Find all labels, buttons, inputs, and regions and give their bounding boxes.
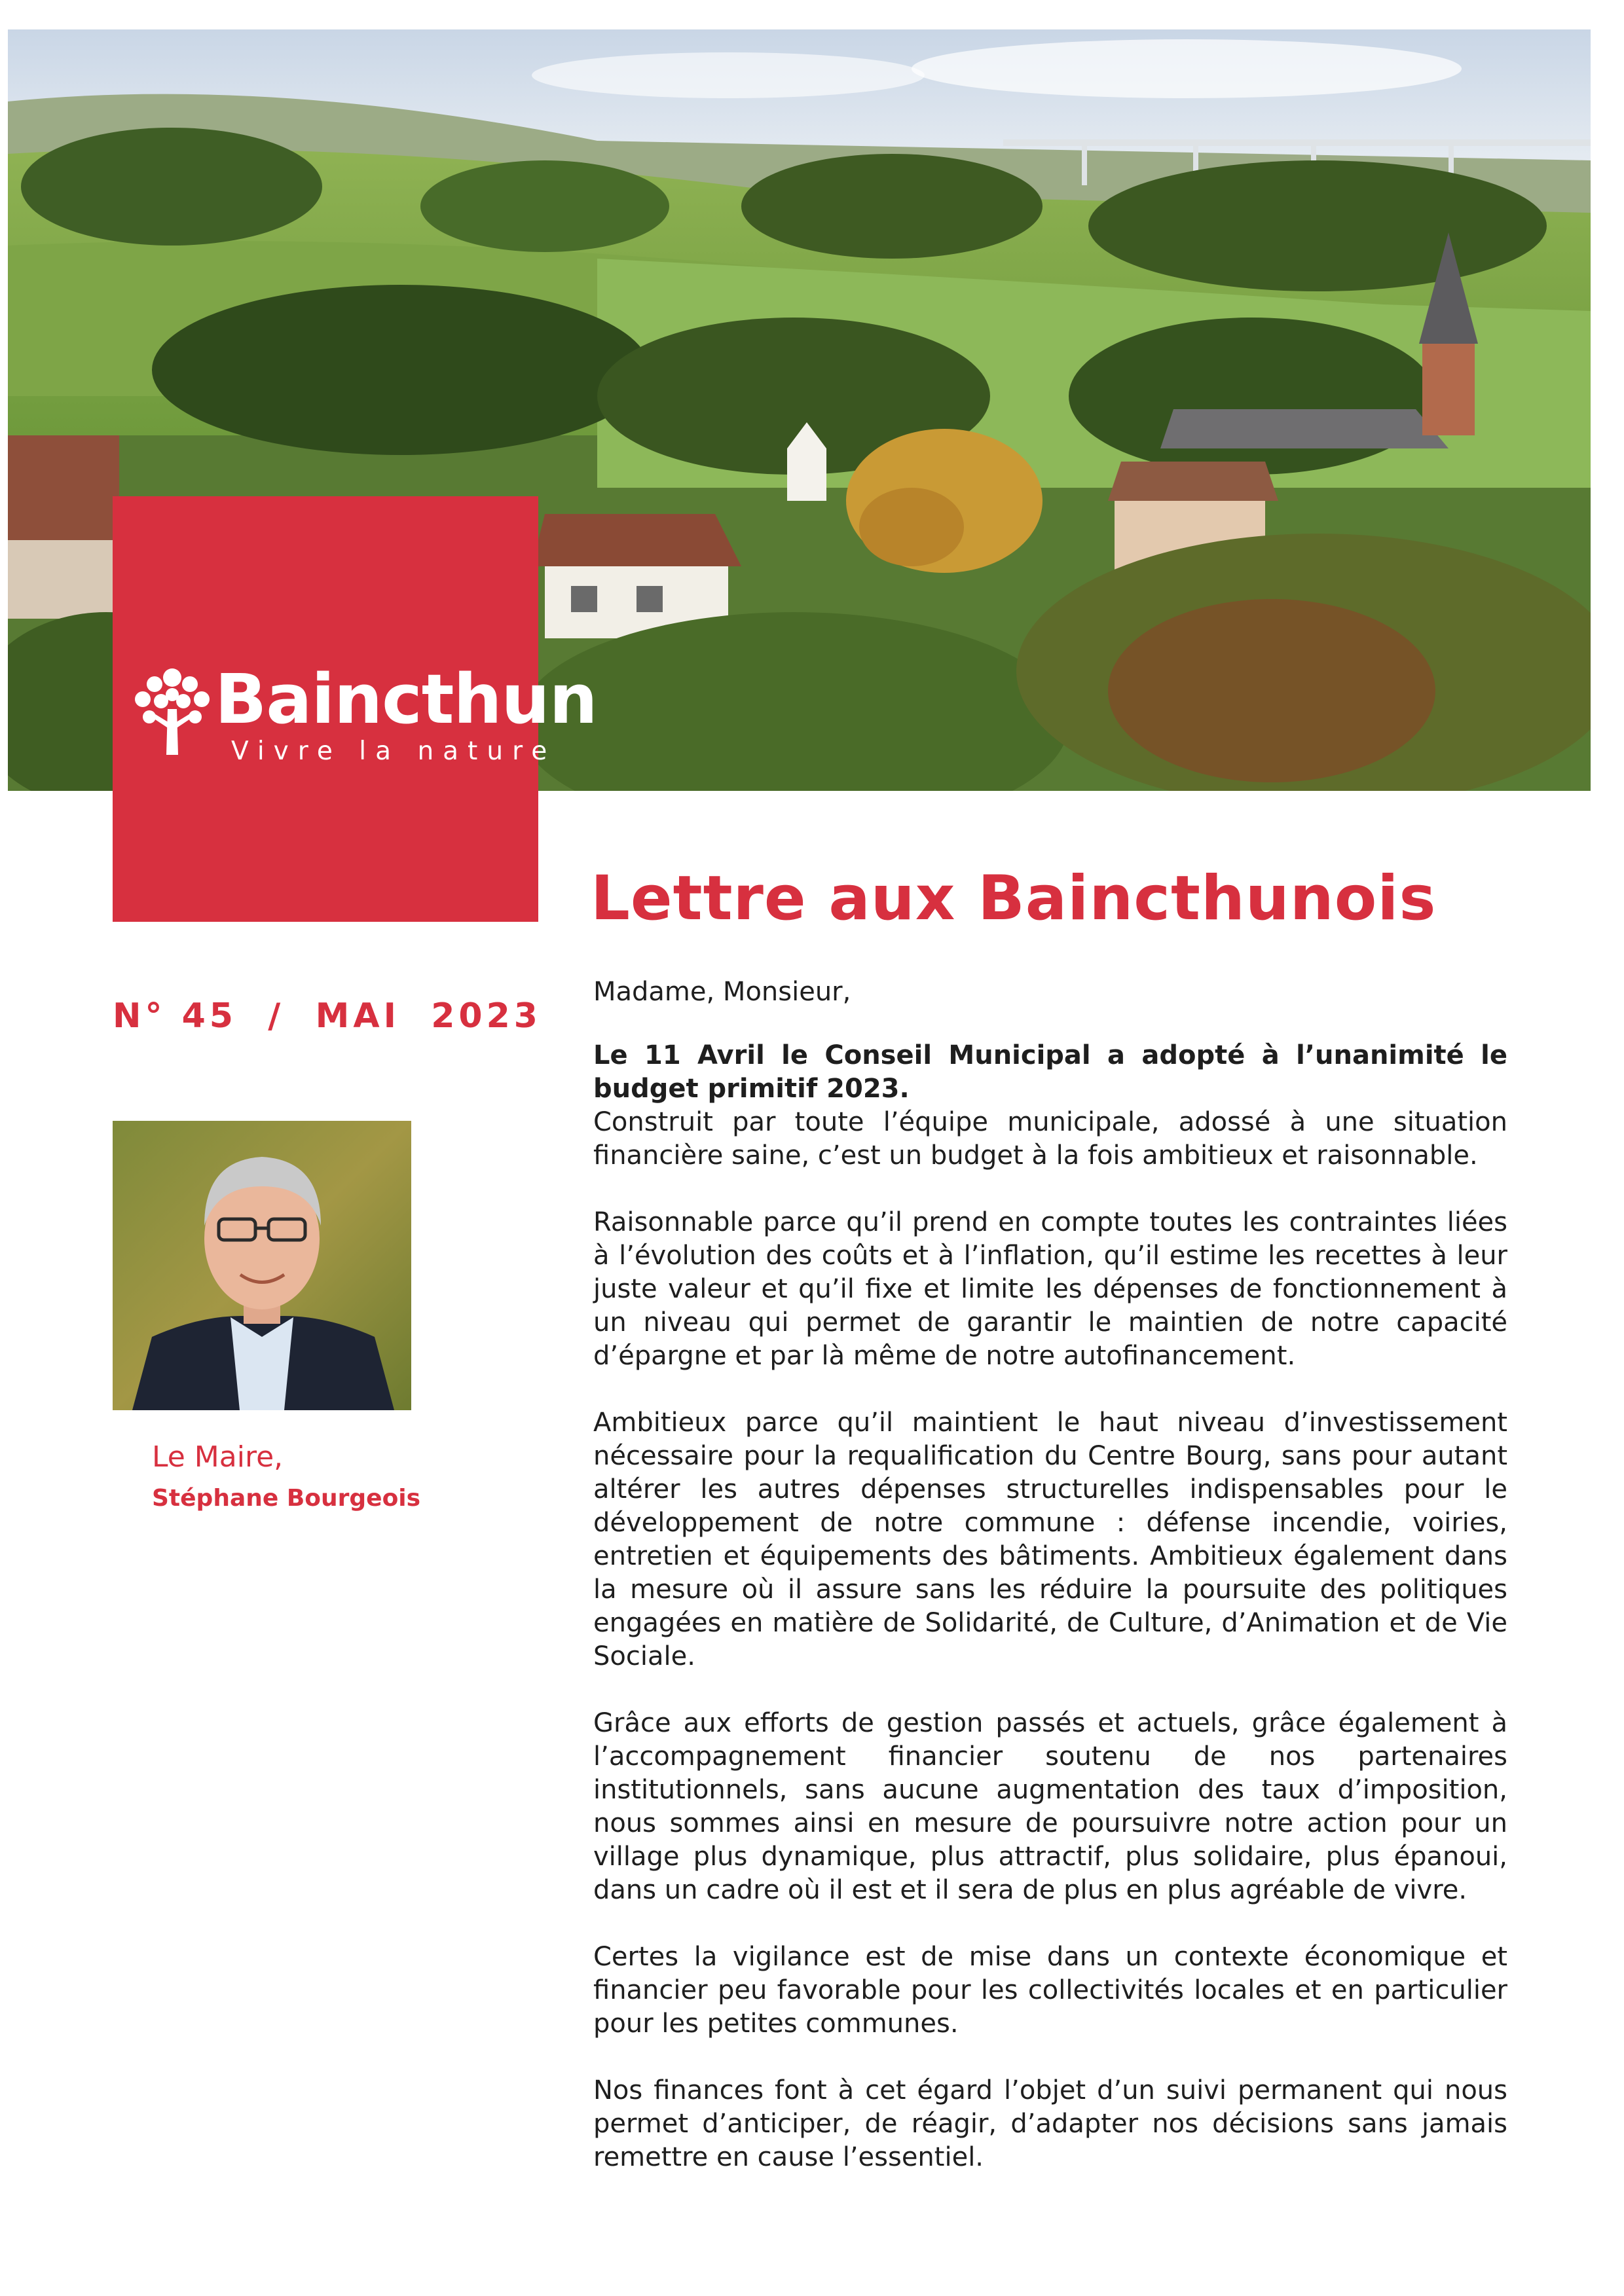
brand-name: Baincthun [215,659,597,739]
brand-block [113,496,597,922]
issue-year: 2023 [431,996,542,1036]
letter-paragraph-2: Raisonnable parce qu’il prend en compte toutes les contraintes liées à l’évolution des coûts et à l’inflation, qu’il estime les recettes à leur juste valeur et qu’il fixe et limite les dépenses de fonctionnement à un niveau qui permet de garantir le maintien de notre capacité d’épargne et par là même de notre autofinancement. [593,1207,1507,1371]
letter-paragraph-4: Grâce aux efforts de gestion passés et actuels, grâce également à l’accompagnement financier soutenu de nos partenaires institutionnels, sans aucune augmentation des taux d’imposition, nous sommes ainsi en mesure de poursuivre notre action pour un village plus dynamique, plus attractif, plus solidaire, plus épanoui, dans un cadre où il est et il sera de plus en plus agréable de vivre. [593,1708,1507,1905]
letter-paragraph-5: Certes la vigilance est de mise dans un contexte économique et financier peu favorable pour les collectivités locales et en particulier pour les petites communes. [593,1942,1507,2039]
letter-body [593,975,1507,2174]
letter-paragraph-1-lead: Le 11 Avril le Conseil Municipal a adopté à l’unanimité le budget primitif 2023. [593,1040,1507,1104]
letter-paragraph-6: Nos finances font à cet égard l’objet d’un suivi permanent qui nous permet d’anticiper, de réagir, d’adapter nos décisions sans jamais remettre en cause l’essentiel. [593,2075,1507,2172]
letter-paragraph-1-body: Construit par toute l’équipe municipale, adossé à une situation financière saine, c’est un budget à la fois ambitieux et raisonnable. [593,1107,1507,1171]
tree-icon [130,663,215,758]
issue-month: MAI [315,996,400,1036]
issue-separator: / [268,996,285,1036]
signature-title: Le Maire, [152,1440,284,1474]
brand-tagline: Vivre la nature [231,737,557,766]
signature-name: Stéphane Bourgeois [152,1485,421,1512]
mayor-portrait [113,1121,411,1410]
letter-paragraph-1 [593,1039,1507,1173]
letter-salutation: Madame, Monsieur, [593,977,851,1007]
brand-logo [130,659,597,768]
newsletter-title: Lettre aux Baincthunois [591,863,1437,934]
issue-line [113,996,542,1036]
issue-number: N° 45 [113,996,237,1036]
letter-paragraph-3: Ambitieux parce qu’il maintient le haut niveau d’investissement nécessaire pour la requalification du Centre Bourg, sans pour autant altérer les autres dépenses structurelles indispensables pour le développement de notre commune : défense incendie, voiries, entretien et équipements des bâtiments. Ambitieux également dans la mesure où il assure sans les réduire la poursuite des politiques engagées en matière de Solidarité, de Culture, d’Animation et de Vie Sociale. [593,1408,1507,1671]
